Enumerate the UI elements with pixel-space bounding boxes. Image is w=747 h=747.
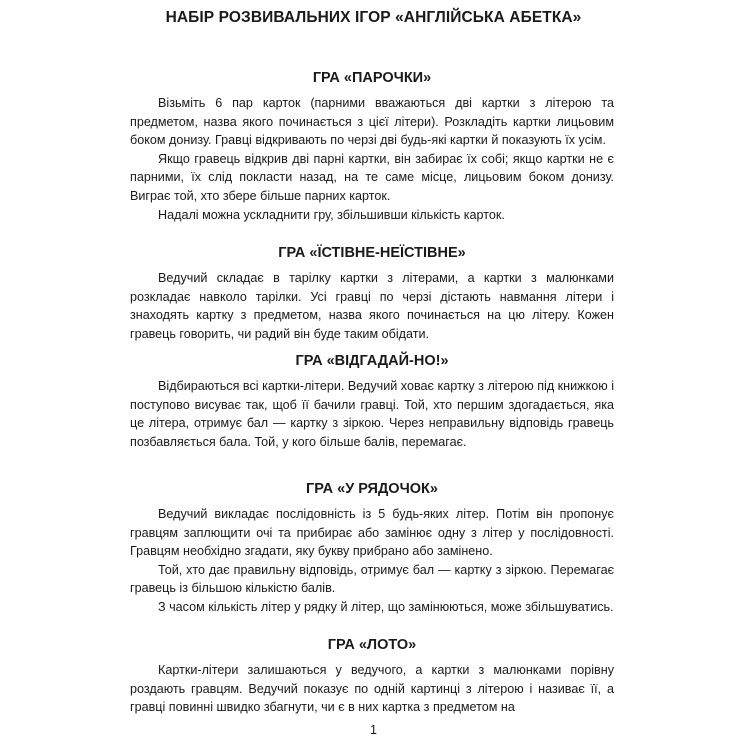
paragraph: Той, хто дає правильну відповідь, отримує бал — картку з зіркою. Перемагає гравець із більшою кількістю балів. <box>130 562 614 596</box>
page-number: 1 <box>370 723 377 737</box>
paragraph: Якщо гравець відкрив дві парні картки, він забирає їх собі; якщо картки не є парними, їх слід покласти назад, на те саме місце, лицьовим боком донизу. Виграє той, хто збере більше парних карток. <box>130 151 614 203</box>
paragraph: Надалі можна ускладнити гру, збільшивши кількість карток. <box>158 207 505 222</box>
game-title: ГРА «ПАРОЧКИ» <box>312 70 432 86</box>
paragraph: Візьміть 6 пар карток (парними вважаються дві картки з літерою та предметом, назва якого починається з цієї літери). Розкладіть картки лицьовим боком донизу. Гравці відкривають по черзі дві будь-які картки й показують їх усім. <box>130 96 614 148</box>
game-section-guess <box>130 353 614 451</box>
game-title: ГРА «ВІДГАДАЙ-НО!» <box>295 353 449 369</box>
game-section-in-a-row <box>130 481 614 617</box>
paragraph: Ведучий складає в тарілку картки з літерами, а картки з малюнками розкладає навколо тарілки. Усі гравці по черзі дістають навмання літери і знаходять картку з предметом, назва якого починається на цю літеру. Кожен гравець говорить, чи радий він буде таким обідати. <box>130 271 614 341</box>
paragraph: Відбираються всі картки-літери. Ведучий ховає картку з літерою під книжкою і поступово висуває так, щоб її бачили гравці. Той, хто першим здогадається, яка це літера, отримує бал — картку з зіркою. Через неправильну відповідь гравець позбавляється бала. Той, у кого більше балів, перемагає. <box>130 379 614 449</box>
game-title: ГРА «ЛОТО» <box>327 637 417 653</box>
paragraph: З часом кількість літер у рядку й літер, що замінюються, може збільшуватись. <box>158 599 614 614</box>
game-title: ГРА «ЇСТІВНЕ-НЕЇСТІВНЕ» <box>278 245 466 261</box>
document-title: НАБІР РОЗВИВАЛЬНИХ ІГОР «АНГЛІЙСЬКА АБЕТКА» <box>165 9 582 26</box>
paragraph: Ведучий викладає послідовність із 5 будь-яких літер. Потім він пропонує гравцям заплющити очі та прибирає або замінює одну з літер у послідовності. Гравцям необхідно згадати, яку букву прибрано або замінено. <box>130 507 614 559</box>
game-section-edible <box>130 245 614 343</box>
game-section-parochky <box>130 70 614 224</box>
paragraph: Картки-літери залишаються у ведучого, а картки з малюнками порівну роздають гравцям. Ведучий показує по одній картинці з літерою і називає її, а гравці повинні швидко збагнути, чи є в них картка з предметом на <box>130 663 614 715</box>
game-section-lotto <box>130 637 614 717</box>
game-title: ГРА «У РЯДОЧОК» <box>306 481 438 497</box>
